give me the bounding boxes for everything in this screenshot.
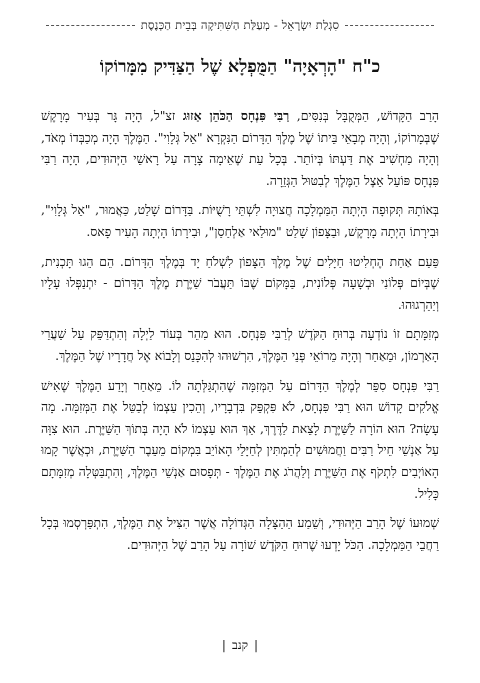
paragraph-4: מְזִמָּתָם זוֹ נוֹדְעָה בְּרוּחַ הַקֹּדֶשׁ לְרַבִּי פִּנְחָס. הוּא מִהֵר בְּעוֹד לַיְלָה וְהִתְדַּפֵּק עַל שַׁעֲרֵי הָאַרְמוֹן, וּמֵאַחַר וְהָיָה מֵרוֹאֵי פְּנֵי הַמֶּלֶךְ, הִרְשׁוּהוּ לְהִכָּנֵס וְלָבוֹא אֶל חֲדָרָיו שֶׁל הַמֶּלֶךְ. (41, 326, 439, 363)
article-body (41, 105, 439, 563)
running-title: סִגְלַת יִשְׂרָאֵל - מְעַלַּת הַשִּׁתִּיקָה בְּבֵית הַכְּנֶסֶת (140, 18, 340, 32)
header-rule-left (46, 25, 135, 26)
page-number: קנב (231, 638, 249, 652)
paragraph-1: הָרַב הַקָּדוֹשׁ, הַמְּקֻבָּל בְּנִסִּים, רַבִּי פִּנְחָס הַכֹּהֵן אַזוּג זצ"ל, הָיָה גָּר בְּעִיר מָרָקֶשׁ שֶׁבְּמָרוֹקוֹ, וְהָיָה מְבָאֵי בֵּיתוֹ שֶׁל מֶלֶךְ הַדָּרוֹם הַנִּקְרָא "אֵל גְּלָוִי". הַמֶּלֶךְ הָיָה מְכַבְּדוֹ מְאֹד, וְהָיָה מַחְשִׁיב אֶת דַּעְתּוֹ בְּיוֹתֵר. בְּכָל עֵת שֶׁאֵימָה צָרָה עַל רָאשֵׁי הַיְּהוּדִים, הָיָה רַבִּי פִּנְחָס פּוֹעֵל אֵצֶל הַמֶּלֶךְ לְבִטּוּל הַגְּזֵרָה. (40, 108, 439, 188)
paragraph-2: בְּאוֹתָהּ תְּקוּפָה הָיְתָה הַמַּמְלָכָה חֲצוּיָה לִשְׁתֵּי רָשֻׁיּוֹת. בַּדָּרוֹם שָׁלַט, כַּאֲמוּר, "אֵל גְּלָוִי", וּבִירָתוֹ הָיְתָה מָרָקֶשׁ, וּבַצָּפוֹן שָׁלַט "מוּלַאי אַלְחַסַן", וּבִירָתוֹ הָיְתָה הָעִיר פָאס. (41, 202, 439, 239)
rabbi-name: רַבִּי פִּנְחָס הַכֹּהֵן אַזוּג (182, 108, 290, 123)
paragraph-3: פַּעַם אַחַת הֶחְלִיטוּ חַיָּלִים שֶׁל מֶלֶךְ הַצָּפוֹן לִשְׁלֹחַ יָד בְּמֶלֶךְ הַדָּרוֹם. הֵם הֵגוּ תָּכְנִית, שֶׁבְּיוֹם פְּלוֹנִי וּבְשָׁעָה פְּלוֹנִית, בַּמָּקוֹם שֶׁבּוֹ תַּעֲבֹר שַׁיֶּרֶת מֶלֶךְ הַדָּרוֹם - יִתְנַפְּלוּ עָלָיו וְיַהַרְגוּהוּ. (41, 253, 439, 312)
article-title: כ"ח "הָרְאָיָה" הַמֻּפְלָא שֶׁל הַצַּדִּיק מִמָּרוֹקוֹ (99, 57, 381, 77)
header-rule-right (345, 25, 434, 26)
paragraph-6: שְׁמוּעוֹ שֶׁל הָרַב הַיְּהוּדִי, וְשֵׁמַע הַהַצָּלָה הַגְּדוֹלָה אֲשֶׁר הִצִּיל אֶת הַמֶּלֶךְ, הִתְפַּרְסְמוּ בְּכָל רַחֲבֵי הַמַּמְלָכָה. הַכֹּל יָדְעוּ שֶׁרוּחַ הַקֹּדֶשׁ שׁוֹרָה עַל הָרַב שֶׁל הַיְּהוּדִים. (41, 515, 439, 552)
paragraph-5: רַבִּי פִּנְחָס סִפֵּר לְמֶלֶךְ הַדָּרוֹם עַל הַמְּזִמָּה שֶׁהִתְגַּלְּתָה לוֹ. מֵאַחַר וְיָדַע הַמֶּלֶךְ שֶׁאִישׁ אֱלֹקִים קָדוֹשׁ הוּא רַבִּי פִּנְחָס, לֹא פִּקְפֵּק בִּדְבָרָיו, וְהֵכִין עַצְמוֹ לְבַטֵּל אֶת הַמְּזִמָּה. מָה עָשָׂה? הוּא הוֹרָה לַשַּׁיֶּרֶת לָצֵאת לַדֶּרֶךְ, אַךְ הוּא עַצְמוֹ לֹא הָיָה בְּתוֹךְ הַשַּׁיֶּרֶת. הוּא צִוָּה עַל אַנְשֵׁי חֵיל רַבִּים וַחֲמוּשִׁים לְהַמְתִּין לְחַיָּלֵי הָאוֹיֵב בִּמְקוֹם מֵעֵבֶר הַשַּׁיֶּרֶת, וּכְאֲשֶׁר קָמוּ הָאוֹיְבִים לִתְקֹף אֶת הַשַּׁיֶּרֶת וְלַהֲרֹג אֶת הַמֶּלֶךְ - תְּפָסוּם אַנְשֵׁי הַמֶּלֶךְ, וְהִתְבַּטְּלָה מְזִמָּתָם כָּלִיל. (41, 377, 439, 501)
page-footer: |קנב| (221, 638, 259, 652)
running-header (40, 18, 440, 32)
